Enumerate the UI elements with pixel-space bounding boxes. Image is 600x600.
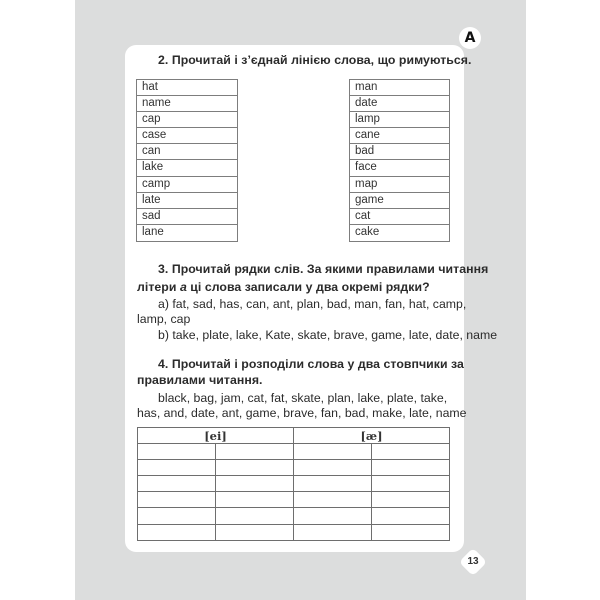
answer-cell[interactable] [294,508,372,524]
exercise-3-title-line2 [137,279,430,296]
answer-cell[interactable] [294,492,372,508]
answer-cell[interactable] [138,476,216,492]
exercise-4-words-line1: black, bag, jam, cat, fat, skate, plan, lake, plate, take, [158,391,448,405]
exercise-3-line-a1: a) fat, sad, has, can, ant, plan, bad, man, fan, hat, camp, [158,297,467,311]
page-number: 13 [467,556,479,567]
corner-logo-badge: A [459,27,481,49]
answer-cell[interactable] [216,460,294,476]
answer-cell[interactable] [138,460,216,476]
word-cell[interactable]: sad [137,209,237,225]
answer-cell[interactable] [372,444,450,460]
exercise-3-title-post: ці слова записали у два окремі рядки? [186,280,430,294]
exercise-3-line-a2: lamp, cap [137,312,191,326]
word-cell[interactable]: date [350,96,449,112]
exercise-3-title-pre: літери [137,280,180,294]
answer-cell[interactable] [216,524,294,540]
word-cell[interactable]: lake [137,160,237,176]
word-cell[interactable]: cat [350,209,449,225]
answer-cell[interactable] [216,492,294,508]
answer-cell[interactable] [294,444,372,460]
exercise-3-line-b: b) take, plate, lake, Kate, skate, brave, game, late, date, name [158,328,498,342]
answer-cell[interactable] [294,460,372,476]
word-cell[interactable]: lamp [350,112,449,128]
right-word-list [349,79,450,242]
answer-cell[interactable] [294,524,372,540]
word-cell[interactable]: lane [142,225,164,238]
sorting-table-row [138,460,450,476]
word-cell[interactable]: camp [137,177,237,193]
left-word-list [136,79,238,242]
answer-cell[interactable] [138,492,216,508]
sorting-table-row [138,476,450,492]
exercise-4-title-line1: 4. Прочитай і розподіли слова у два стовпчики за [158,357,464,371]
answer-cell[interactable] [216,444,294,460]
answer-cell[interactable] [138,444,216,460]
word-cell[interactable]: cake [355,225,380,238]
answer-cell[interactable] [294,476,372,492]
exercise-4-title-line2: правилами читання. [137,373,263,387]
word-cell[interactable]: hat [137,80,237,96]
sorting-table-row [138,492,450,508]
answer-cell[interactable] [216,476,294,492]
header-ae: [æ] [294,428,450,444]
answer-cell[interactable] [372,524,450,540]
answer-cell[interactable] [372,460,450,476]
sorting-table [137,427,450,541]
word-cell[interactable]: cane [350,128,449,144]
word-cell[interactable]: name [137,96,237,112]
answer-cell[interactable] [372,508,450,524]
word-cell[interactable]: bad [350,144,449,160]
answer-cell[interactable] [216,508,294,524]
exercise-3-title-letter: a [179,280,187,294]
word-cell[interactable]: cap [137,112,237,128]
answer-cell[interactable] [138,508,216,524]
sorting-table-row [138,508,450,524]
exercise-4-words-line2: has, and, date, ant, game, brave, fan, bad, make, late, name [137,406,467,420]
answer-cell[interactable] [372,476,450,492]
answer-cell[interactable] [138,524,216,540]
answer-cell[interactable] [372,492,450,508]
word-cell[interactable]: man [350,80,449,96]
word-cell[interactable]: late [137,193,237,209]
word-cell[interactable]: game [350,193,449,209]
word-cell[interactable]: can [137,144,237,160]
sorting-table-header [138,428,450,444]
word-cell[interactable]: face [350,160,449,176]
word-cell[interactable]: case [137,128,237,144]
header-ei: [ei] [138,428,294,444]
word-cell[interactable]: map [350,177,449,193]
sorting-table-row [138,444,450,460]
exercise-2-title: 2. Прочитай і з’єднай лінією слова, що римуються. [158,53,472,67]
exercise-3-title-line1: 3. Прочитай рядки слів. За якими правилами читання [158,262,489,276]
sorting-table-row [138,524,450,540]
